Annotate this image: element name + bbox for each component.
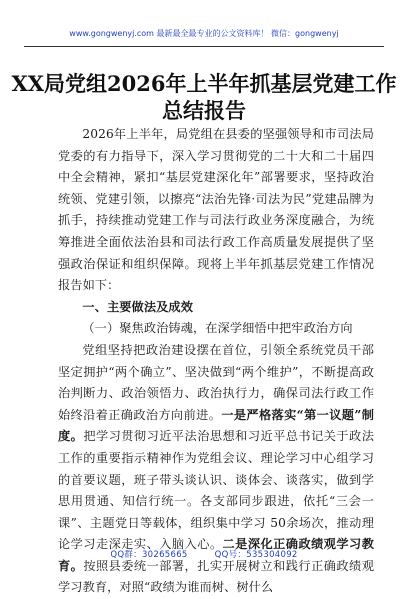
qq-number: QQ号：535304092 xyxy=(214,550,298,560)
qq-group: QQ群：30265665 xyxy=(110,550,188,560)
section-heading: 一、主要做法及成效 xyxy=(82,299,193,314)
document-title xyxy=(0,70,408,124)
point-2-text: 按照县委统一部署，扎实开展树立和践行正确政绩观学习教育，对照“政绩为谁而树、树什么 xyxy=(58,558,374,595)
point-1-heading: 一是严格落实“第一议题”制度。 xyxy=(58,407,374,444)
title-line-2: 总结报告 xyxy=(162,98,246,123)
intro-paragraph: 2026年上半年，局党组在县委的坚强领导和市司法局党委的有力指导下，深入学习贯彻党的二十大和二十届四中全会精神，紧扣“基层党建深化年”部署要求，坚持政治统领、党建引领，以擦亮“法治先锋·司法为民”党建品牌为抓手，持续推动党建工作与司法行政业务深度融合，为统筹推进全面依法治县和司法行政工作高质量发展提供了坚强政治保证和组织保障。现将上半年抓基层党建工作情况报告如下： xyxy=(58,127,374,293)
document-body xyxy=(58,124,374,599)
subsection-heading: （一）聚焦政治铸魂，在深学细悟中把牢政治方向 xyxy=(82,321,353,336)
site-footer xyxy=(0,548,408,560)
paragraph-1-text: 党组坚持把政治建设摆在首位，引领全系统党员干部坚定拥护“两个确立”、坚决做到“两个维护”，不断提高政治判断力、政治领悟力、政治执行力，确保司法行政工作始终沿着正确政治方向前进。 xyxy=(58,342,374,422)
point-1-text: 把学习贯彻习近平法治思想和习近平总书记关于政法工作的重要指示精神作为党组会议、理论学习中心组学习的首要议题，班子带头谈认识、谈体会、谈落实，做到学思用贯通、知信行统一。各支部同步跟进，依托“三会一课”、主题党日等载体，组织集中学习 50余场次，推动理论学习走深走实、入脑入心。 xyxy=(58,429,374,552)
header-divider xyxy=(24,46,384,47)
paragraph-1 xyxy=(58,340,374,599)
point-2-heading: 二是深化正确政绩观学习教育。 xyxy=(58,537,374,573)
title-line-1: XX局党组2026年上半年抓基层党建工作 xyxy=(11,71,397,96)
site-header: www.gongwenyj.com 最新最全最专业的公文资料库！ 微信：gongwenyj xyxy=(69,29,339,38)
